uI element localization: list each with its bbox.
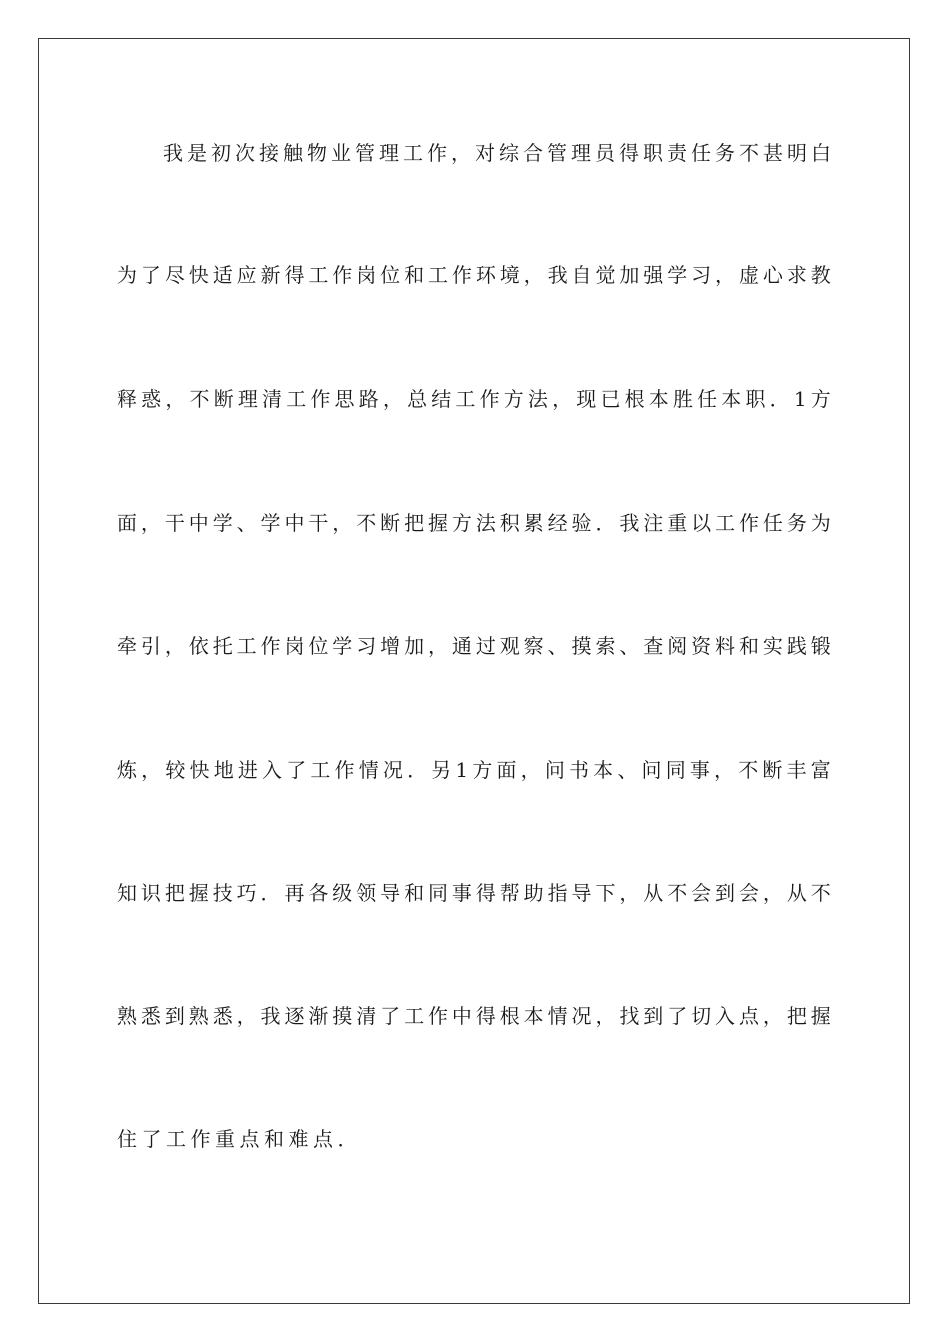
- paragraph-line-1: 我 是 初 次 接 触 物 业 管 理 工 作 ， 对 综 合 管 理 员 得 职 责 任 务 不 甚 明 白: [163, 141, 831, 165]
- page-border: [38, 38, 910, 1304]
- paragraph-line-6: 炼 ， 较 快 地 进 入 了 工 作 情 况 ． 另 1 方 面 ， 问 书 本 、 问 同 事 ， 不 断 丰 富: [117, 758, 831, 782]
- paragraph-line-4: 面 ， 干 中 学 、 学 中 干 ， 不 断 把 握 方 法 积 累 经 验 ． 我 注 重 以 工 作 任 务 为: [117, 511, 831, 535]
- paragraph-line-3: 释 惑 ， 不 断 理 清 工 作 思 路 ， 总 结 工 作 方 法 ， 现 已 根 本 胜 任 本 职 ． 1 方: [117, 387, 831, 411]
- paragraph-line-8: 熟 悉 到 熟 悉 ， 我 逐 渐 摸 清 了 工 作 中 得 根 本 情 况 ， 找 到 了 切 入 点 ， 把 握: [117, 1004, 831, 1028]
- paragraph-line-9: 住了工作重点和难点．: [117, 1127, 362, 1151]
- paragraph-line-2: 为 了 尽 快 适 应 新 得 工 作 岗 位 和 工 作 环 境 ， 我 自 觉 加 强 学 习 ， 虚 心 求 教: [117, 263, 831, 287]
- paragraph-line-7: 知 识 把 握 技 巧 ． 再 各 级 领 导 和 同 事 得 帮 助 指 导 下 ， 从 不 会 到 会 ， 从 不: [117, 881, 831, 905]
- paragraph-line-5: 牵 引 ， 依 托 工 作 岗 位 学 习 增 加 ， 通 过 观 察 、 摸 索 、 查 阅 资 料 和 实 践 锻: [117, 634, 831, 658]
